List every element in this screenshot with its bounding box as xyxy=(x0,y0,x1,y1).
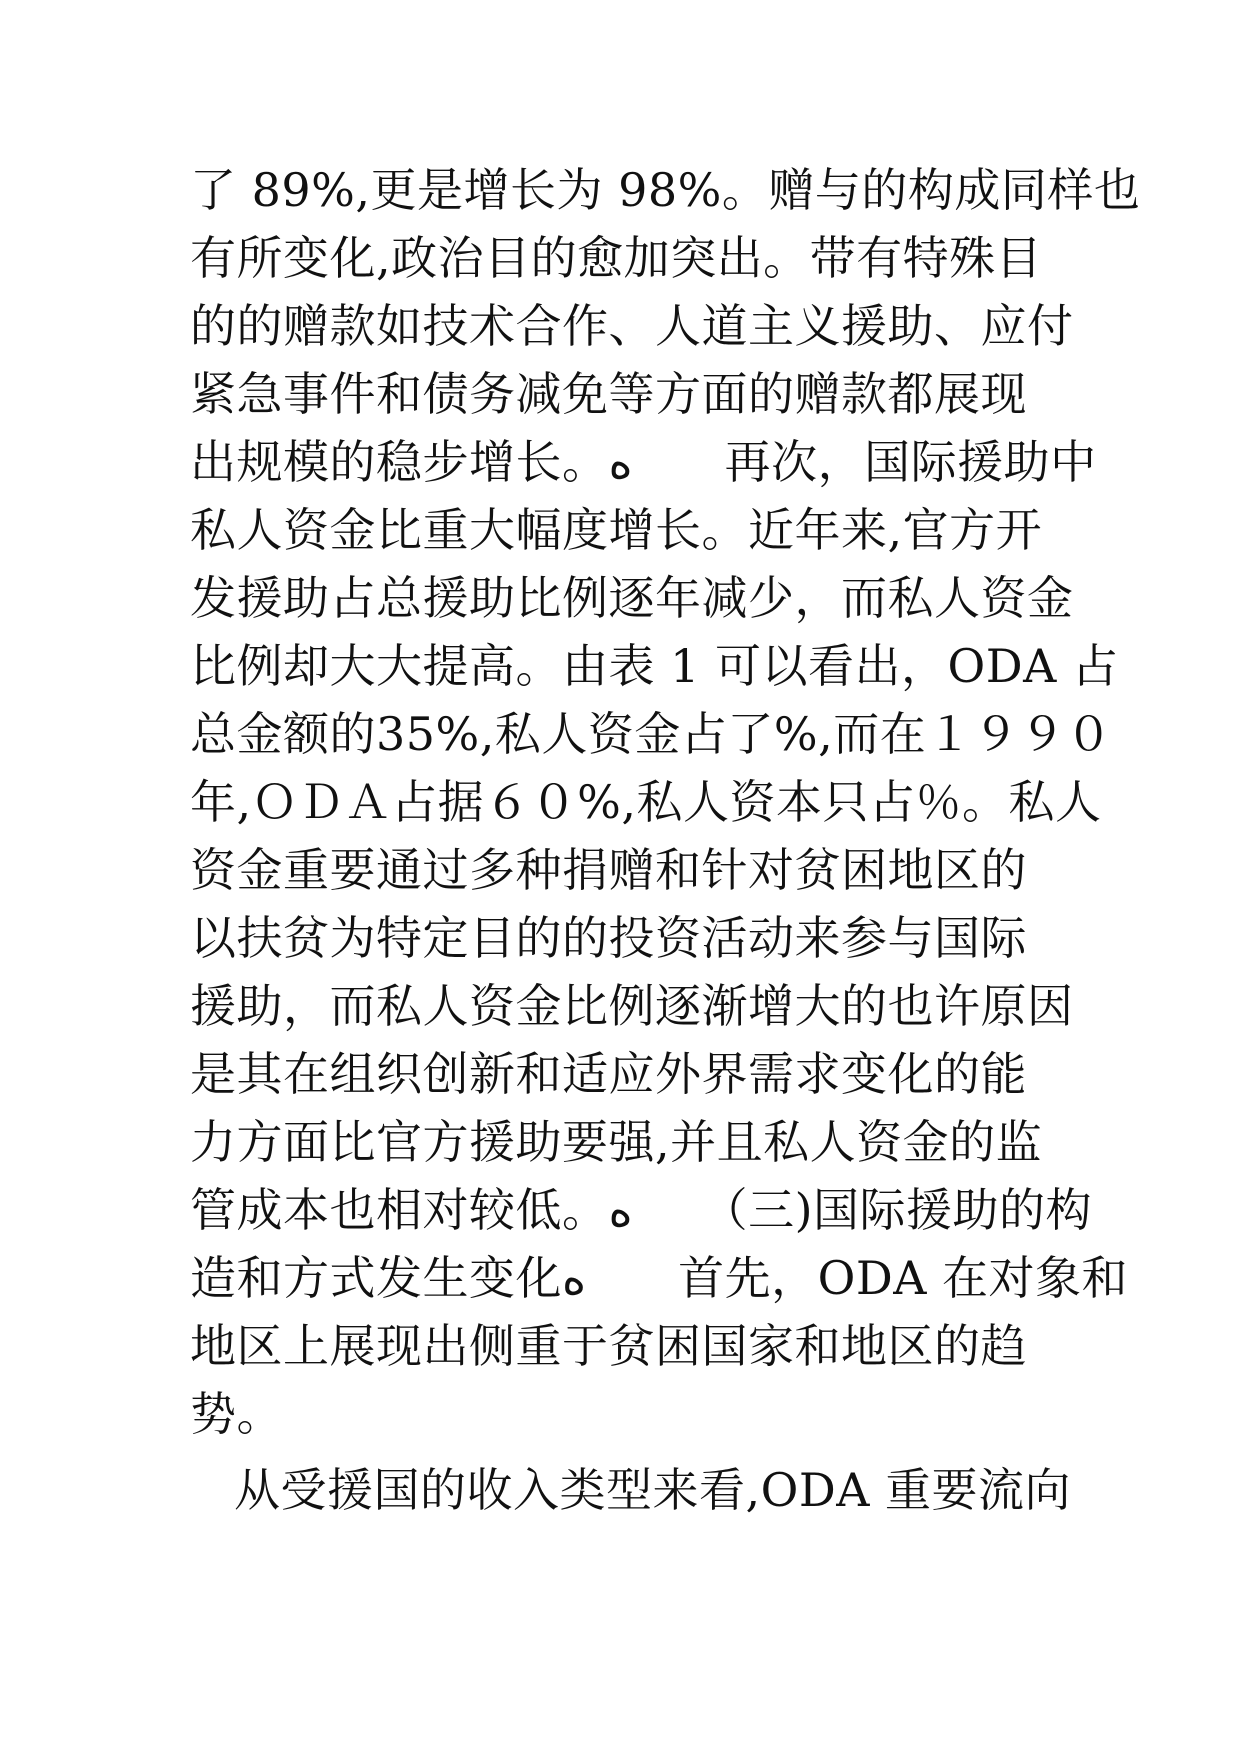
text-line: 发援助占总援助比例逐年减少，而私人资金 xyxy=(190,571,1074,625)
text-line: 有所变化,政治目的愈加突出。带有特殊目 xyxy=(190,231,1043,285)
text-line: 是其在组织创新和适应外界需求变化的能 xyxy=(190,1047,1027,1101)
text-line: 的的赠款如技术合作、人道主义援助、应付 xyxy=(190,299,1074,353)
paragraph-first-line: 从受援国的收入类型来看,ODA 重要流向 xyxy=(234,1463,1072,1517)
text-line: 造和方式发生变化ه 首先，ODA 在对象和 xyxy=(190,1251,1129,1305)
text-line: 力方面比官方援助要强,并且私人资金的监 xyxy=(190,1115,1043,1169)
text-line: 势。 xyxy=(190,1387,283,1441)
text-line: 资金重要通过多种捐赠和针对贫困地区的 xyxy=(190,843,1027,897)
text-line: 总金额的35%,私人资金占了%,而在１９９０ xyxy=(190,707,1113,761)
text-line: 年,ＯＤＡ占据６０%,私人资本只占％。私人 xyxy=(190,775,1102,829)
text-line: 援助，而私人资金比例逐渐增大的也许原因 xyxy=(190,979,1074,1033)
text-line: 紧急事件和债务减免等方面的赠款都展现 xyxy=(190,367,1027,421)
text-line: 管成本也相对较低。ه （三)国际援助的构 xyxy=(190,1183,1093,1237)
text-line: 比例却大大提高。由表 1 可以看出，ODA 占 xyxy=(190,639,1119,693)
text-line: 以扶贫为特定目的的投资活动来参与国际 xyxy=(190,911,1027,965)
text-line: 出规模的稳步增长。ه 再次，国际援助中 xyxy=(190,435,1097,489)
body-text xyxy=(190,156,1141,1524)
text-line: 地区上展现出侧重于贫困国家和地区的趋 xyxy=(190,1319,1027,1373)
text-line: 了 89%,更是增长为 98%。赠与的构成同样也 xyxy=(190,163,1141,217)
text-line: 私人资金比重大幅度增长。近年来,官方开 xyxy=(190,503,1043,557)
